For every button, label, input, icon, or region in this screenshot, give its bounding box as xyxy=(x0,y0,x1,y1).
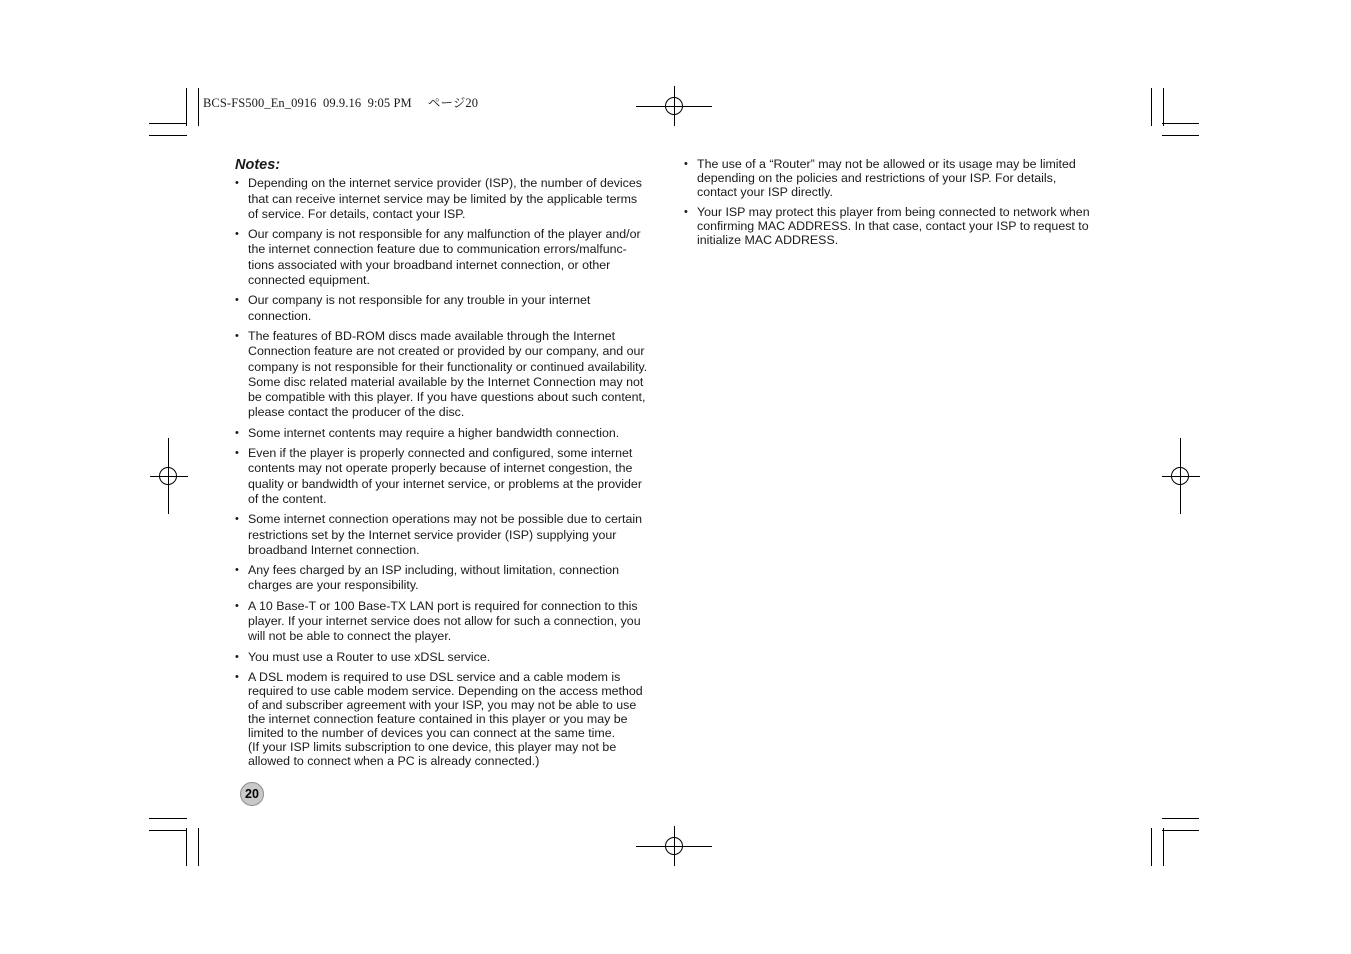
list-item: • A DSL modem is required to use DSL service and a cable modem is required to use cable modem service. Depending on the access method of and subscriber agreement with your ISP, you may not be able to use the internet connection feature contained in this player or you may be limited to the number of devices you can connect at the same time. (If your ISP limits subscription to one device, this player may not be allowed to connect when a PC is already connected.) xyxy=(234,670,666,769)
list-item: • Our company is not responsible for any trouble in your internet connection. xyxy=(234,293,666,324)
notes-list xyxy=(234,176,666,768)
crop-mark xyxy=(186,828,187,866)
notes-list xyxy=(683,157,1113,247)
list-item: • Some internet contents may require a higher bandwidth connection. xyxy=(234,426,666,441)
crop-mark xyxy=(1162,818,1199,819)
list-item: • The features of BD-ROM discs made available through the Internet Connection feature are not created or provided by our company, and our company is not responsible for their functionality or continued availability. Some disc related material available by the Internet Connection may not be compatible with this player. If you have questions about such content, please contact the producer of the disc. xyxy=(234,329,666,421)
crop-mark xyxy=(149,818,187,819)
registration-mark-left xyxy=(150,458,186,494)
list-item: • Even if the player is properly connected and configured, some internet contents may not operate properly because of internet congestion, the quality or bandwidth of your internet service, or problems at the provider of the content. xyxy=(234,446,666,507)
list-item: • You must use a Router to use xDSL service. xyxy=(234,650,666,665)
crop-mark xyxy=(198,88,199,126)
list-item: • Depending on the internet service provider (ISP), the number of devices that can receive internet service may be limited by the applicable terms of service. For details, contact your ISP. xyxy=(234,176,666,222)
file-info-slug: BCS-FS500_En_0916 09.9.16 9:05 PM ページ20 xyxy=(203,96,479,110)
crop-mark xyxy=(149,135,187,136)
registration-mark-top xyxy=(656,88,692,124)
crop-mark xyxy=(1162,135,1199,136)
notes-left-column xyxy=(234,158,666,774)
list-item: • Our company is not responsible for any malfunction of the player and/or the internet connection feature due to communication errors/malfunc- tions associated with your broadband internet connection, or other connected equipment. xyxy=(234,227,666,288)
crop-mark xyxy=(1163,828,1164,866)
registration-mark-bottom xyxy=(656,828,692,864)
crop-mark xyxy=(198,828,199,866)
crop-mark xyxy=(149,123,187,124)
registration-mark-right xyxy=(1162,458,1198,494)
crop-mark xyxy=(149,830,187,831)
crop-mark xyxy=(1162,830,1199,831)
crop-mark xyxy=(1162,123,1199,124)
page-number-badge: 20 xyxy=(240,782,264,806)
list-item: • The use of a “Router” may not be allowed or its usage may be limited depending on the policies and restrictions of your ISP. For details, contact your ISP directly. xyxy=(683,157,1113,200)
list-item: • Any fees charged by an ISP including, without limitation, connection charges are your responsibility. xyxy=(234,563,666,594)
list-item: • Some internet connection operations may not be possible due to certain restrictions set by the Internet service provider (ISP) supplying your broadband Internet connection. xyxy=(234,512,666,558)
notes-title: Notes: xyxy=(235,157,281,173)
notes-right-column xyxy=(683,157,1113,252)
crop-mark xyxy=(1163,88,1164,126)
crop-mark xyxy=(1151,828,1152,866)
crop-mark xyxy=(1151,88,1152,126)
list-item: • Your ISP may protect this player from being connected to network when confirming MAC ADDRESS. In that case, contact your ISP to request to initialize MAC ADDRESS. xyxy=(683,205,1113,248)
list-item: • A 10 Base-T or 100 Base-TX LAN port is required for connection to this player. If your internet service does not allow for such a connection, you will not be able to connect the player. xyxy=(234,599,666,645)
crop-mark xyxy=(186,88,187,126)
